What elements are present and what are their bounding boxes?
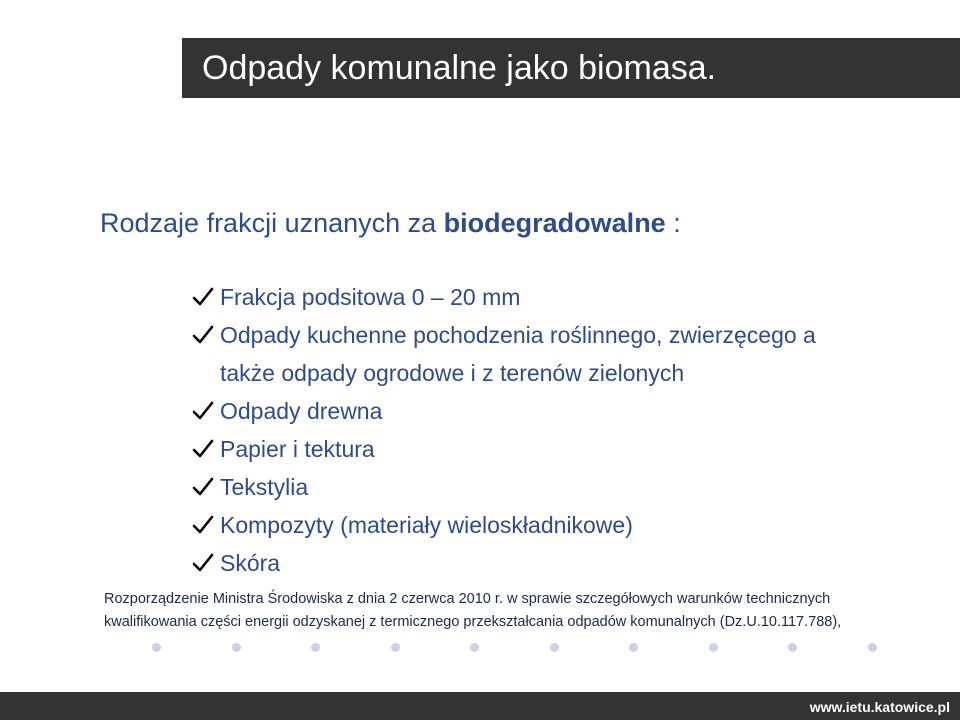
- fraction-list: [190, 278, 930, 582]
- decorative-dot: [868, 643, 877, 652]
- decorative-dot: [470, 643, 479, 652]
- list-item-text: Kompozyty (materiały wieloskładnikowe): [220, 512, 633, 538]
- legal-reference: [104, 588, 944, 634]
- title-bar: [182, 38, 960, 98]
- heading-bold-term: biodegradowalne: [443, 208, 666, 238]
- slide-title: Odpady komunalne jako biomasa.: [202, 49, 717, 87]
- decorative-dot: [152, 643, 161, 652]
- decorative-dot: [232, 643, 241, 652]
- reference-line-2: kwalifikowania części energii odzyskanej z termicznego przekształcania odpadów komunalnych (Dz.U.10.117.788),: [104, 614, 842, 630]
- checkmark-icon: [190, 468, 218, 506]
- decorative-dot: [550, 643, 559, 652]
- list-item-text: Odpady kuchenne pochodzenia roślinnego, zwierzęcego a: [220, 322, 816, 348]
- decorative-dot: [629, 643, 638, 652]
- list-item-text: Skóra: [220, 550, 281, 576]
- decorative-dot: [311, 643, 320, 652]
- heading-prefix: Rodzaje frakcji uznanych za: [100, 208, 444, 238]
- list-item: [190, 544, 930, 582]
- footer-bar: [0, 692, 960, 720]
- checkmark-icon: [190, 430, 218, 468]
- list-item: [190, 506, 930, 544]
- list-item: [190, 392, 930, 430]
- list-item: [190, 430, 930, 468]
- decorative-dot: [709, 643, 718, 652]
- list-item-text: Papier i tektura: [220, 436, 375, 462]
- list-item-text-continued: także odpady ogrodowe i z terenów zielonych: [220, 360, 685, 386]
- decorative-dot: [391, 643, 400, 652]
- list-item-text: Frakcja podsitowa 0 – 20 mm: [220, 284, 521, 310]
- checkmark-icon: [190, 544, 218, 582]
- list-item: [190, 316, 930, 392]
- list-item: [190, 468, 930, 506]
- list-item: [190, 278, 930, 316]
- footer-website: www.ietu.katowice.pl: [809, 699, 950, 715]
- checkmark-icon: [190, 316, 218, 354]
- reference-line-1: Rozporządzenie Ministra Środowiska z dnia 2 czerwca 2010 r. w sprawie szczegółowych warunków technicznych: [104, 591, 831, 607]
- checkmark-icon: [190, 506, 218, 544]
- heading-suffix: :: [665, 208, 681, 238]
- list-item-text: Tekstylia: [220, 474, 309, 500]
- checkmark-icon: [190, 278, 218, 316]
- list-item-text: Odpady drewna: [220, 398, 383, 424]
- section-heading: [100, 206, 681, 240]
- checkmark-icon: [190, 392, 218, 430]
- decorative-dot: [788, 643, 797, 652]
